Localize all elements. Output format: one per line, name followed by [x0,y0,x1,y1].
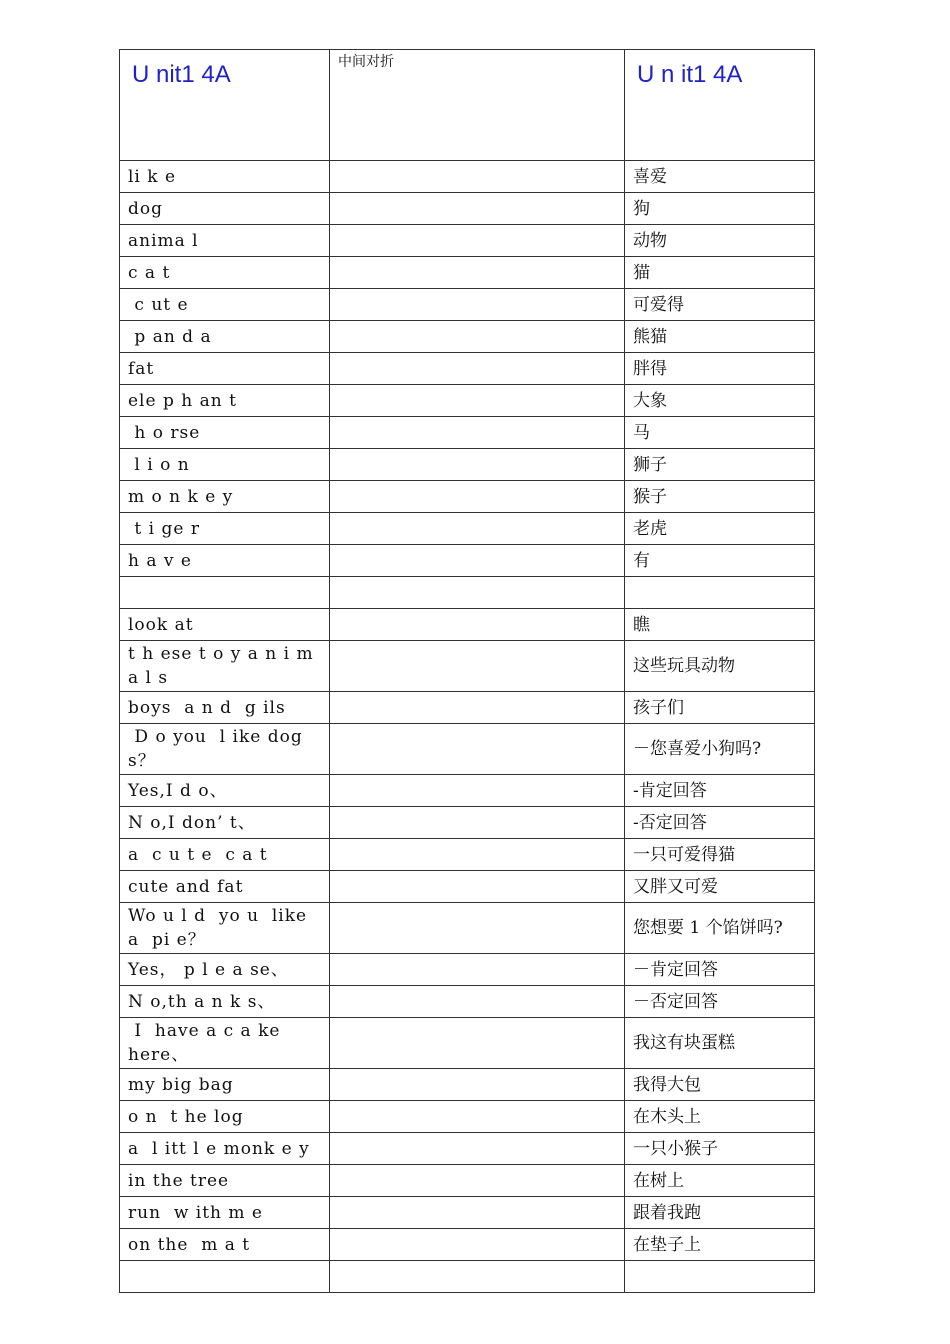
table-row [120,1069,815,1101]
chinese-meaning: 一只小猴子 [625,1133,815,1165]
table-row [120,353,815,385]
blank-fold-cell [330,289,625,321]
blank-fold-cell [330,481,625,513]
chinese-meaning: －否定回答 [625,986,815,1018]
chinese-meaning: 狗 [625,193,815,225]
table-row [120,1197,815,1229]
chinese-meaning: 在树上 [625,1165,815,1197]
blank-fold-cell [330,641,625,692]
blank-fold-cell [330,839,625,871]
english-term: N o,I don’ t、 [120,807,330,839]
chinese-meaning: 可爱得 [625,289,815,321]
blank-fold-cell [330,724,625,775]
table-row [120,513,815,545]
english-term: fat [120,353,330,385]
blank-fold-cell [330,1261,625,1293]
english-term: t h ese t o y a n i m a l s [120,641,330,692]
english-term: o n t he log [120,1101,330,1133]
blank-fold-cell [330,577,625,609]
table-row [120,1018,815,1069]
table-row [120,1165,815,1197]
chinese-meaning: -否定回答 [625,807,815,839]
chinese-meaning: 猫 [625,257,815,289]
table-row [120,289,815,321]
table-row [120,161,815,193]
blank-fold-cell [330,321,625,353]
chinese-meaning: 猴子 [625,481,815,513]
chinese-meaning: 在木头上 [625,1101,815,1133]
chinese-meaning: -肯定回答 [625,775,815,807]
blank-fold-cell [330,1229,625,1261]
blank-fold-cell [330,609,625,641]
chinese-meaning: 一只可爱得猫 [625,839,815,871]
english-term: li k e [120,161,330,193]
table-row [120,1101,815,1133]
blank-fold-cell [330,903,625,954]
chinese-meaning: 老虎 [625,513,815,545]
english-term: a c u t e c a t [120,839,330,871]
chinese-meaning: 有 [625,545,815,577]
english-term: on the m a t [120,1229,330,1261]
chinese-meaning: 在垫子上 [625,1229,815,1261]
english-term: look at [120,609,330,641]
table-row [120,385,815,417]
chinese-meaning: 孩子们 [625,692,815,724]
english-term: Yes,I d o、 [120,775,330,807]
table-row [120,481,815,513]
vocabulary-table-body [120,50,815,1293]
english-term: cute and fat [120,871,330,903]
english-term: h a v e [120,545,330,577]
table-row [120,609,815,641]
english-term: run w ith m e [120,1197,330,1229]
blank-fold-cell [330,193,625,225]
english-term: ele p h an t [120,385,330,417]
table-row [120,417,815,449]
english-term: D o you l ike dog s？ [120,724,330,775]
blank-fold-cell [330,1165,625,1197]
english-term: anima l [120,225,330,257]
blank-fold-cell [330,385,625,417]
blank-fold-cell [330,513,625,545]
blank-fold-cell [330,807,625,839]
english-term: N o,th a n k s、 [120,986,330,1018]
blank-fold-cell [330,775,625,807]
chinese-meaning: 这些玩具动物 [625,641,815,692]
chinese-meaning: －您喜爱小狗吗? [625,724,815,775]
english-term: m o n k e y [120,481,330,513]
chinese-meaning: 熊猫 [625,321,815,353]
chinese-meaning: 动物 [625,225,815,257]
blank-fold-cell [330,449,625,481]
table-row [120,321,815,353]
blank-fold-cell [330,1197,625,1229]
table-row [120,1261,815,1293]
table-row [120,257,815,289]
chinese-meaning: 我这有块蛋糕 [625,1018,815,1069]
chinese-meaning [625,577,815,609]
table-row [120,1133,815,1165]
blank-fold-cell [330,353,625,385]
table-row [120,954,815,986]
table-row [120,807,815,839]
english-term: boys a n d g ils [120,692,330,724]
table-row [120,641,815,692]
table-row [120,839,815,871]
table-row [120,449,815,481]
english-term: t i ge r [120,513,330,545]
blank-fold-cell [330,1133,625,1165]
blank-fold-cell [330,692,625,724]
english-term: l i o n [120,449,330,481]
chinese-meaning [625,1261,815,1293]
chinese-meaning: 大象 [625,385,815,417]
chinese-meaning: 瞧 [625,609,815,641]
blank-fold-cell [330,1069,625,1101]
blank-fold-cell [330,871,625,903]
blank-fold-cell [330,417,625,449]
table-row [120,903,815,954]
english-term [120,1261,330,1293]
english-term: dog [120,193,330,225]
english-term: c a t [120,257,330,289]
english-term: h o rse [120,417,330,449]
english-term: Yes， p l e a se、 [120,954,330,986]
table-row [120,577,815,609]
fold-note: 中间对折 [330,50,625,161]
english-term: I have a c a ke here、 [120,1018,330,1069]
chinese-meaning: 狮子 [625,449,815,481]
chinese-meaning: 我得大包 [625,1069,815,1101]
chinese-meaning: 您想要 1 个馅饼吗? [625,903,815,954]
table-row [120,724,815,775]
chinese-meaning: －肯定回答 [625,954,815,986]
table-row [120,692,815,724]
table-row [120,986,815,1018]
english-term [120,577,330,609]
table-row [120,775,815,807]
table-row [120,225,815,257]
blank-fold-cell [330,986,625,1018]
header-row [120,50,815,161]
blank-fold-cell [330,954,625,986]
blank-fold-cell [330,545,625,577]
english-term: in the tree [120,1165,330,1197]
blank-fold-cell [330,161,625,193]
chinese-meaning: 马 [625,417,815,449]
chinese-meaning: 喜爱 [625,161,815,193]
right-unit-title: U n it1 4A [625,50,815,161]
chinese-meaning: 胖得 [625,353,815,385]
table-row [120,1229,815,1261]
table-row [120,193,815,225]
table-row [120,871,815,903]
english-term: a l itt l e monk e y [120,1133,330,1165]
english-term: p an d a [120,321,330,353]
chinese-meaning: 又胖又可爱 [625,871,815,903]
english-term: my big bag [120,1069,330,1101]
vocabulary-table [119,49,815,1293]
chinese-meaning: 跟着我跑 [625,1197,815,1229]
blank-fold-cell [330,1101,625,1133]
left-unit-title: U nit1 4A [120,50,330,161]
table-row [120,545,815,577]
english-term: c ut e [120,289,330,321]
english-term: Wo u l d yo u like a pi e？ [120,903,330,954]
blank-fold-cell [330,257,625,289]
blank-fold-cell [330,225,625,257]
blank-fold-cell [330,1018,625,1069]
